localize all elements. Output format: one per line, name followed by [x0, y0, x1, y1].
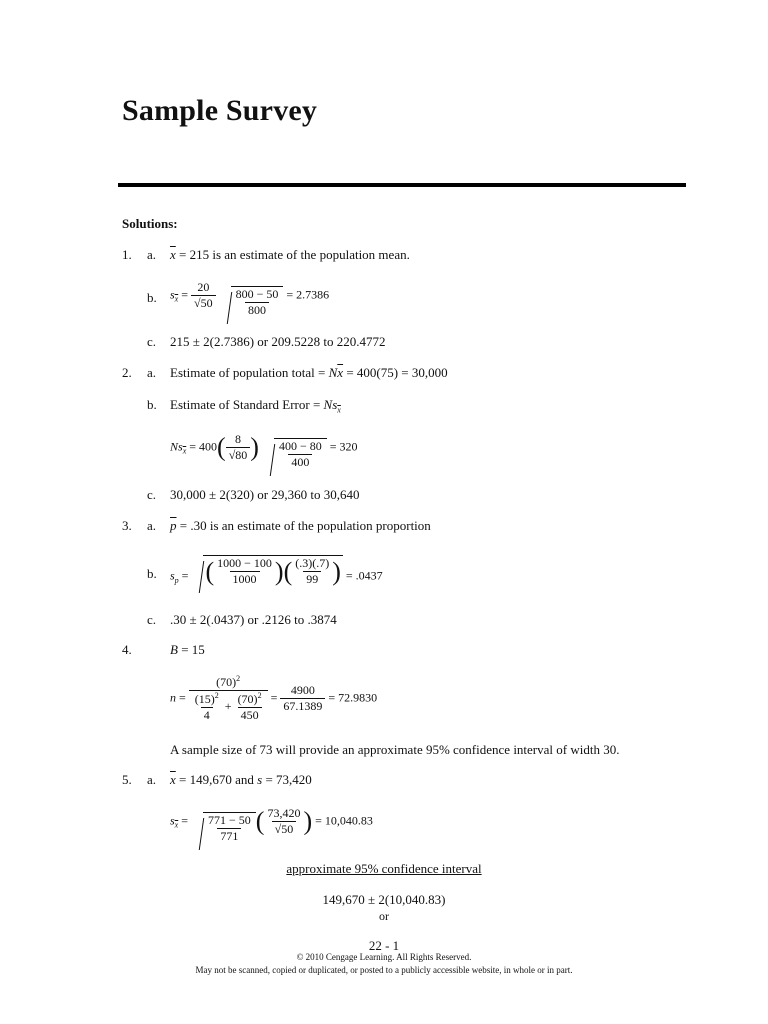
q5a-text: $\overline{x} = 149,670$ and s = 73,420 [170, 772, 312, 787]
page-title: Sample Survey [122, 94, 318, 127]
q3a-text: $\overline{p} = .30$ is an estimate of the population proportion [170, 518, 431, 533]
q2c-text: 30,000 ± 2(320) or 29,360 to 30,640 [170, 487, 360, 502]
q2a-text: Estimate of population total = $N\overline{x} = 400(75) = 30,000$ [170, 365, 448, 380]
q4-number: 4. [122, 642, 132, 657]
q4-bound: B = 15 [170, 642, 205, 657]
q3-number: 3. [122, 518, 132, 533]
q5-number: 5. [122, 772, 132, 787]
page-number: 22 - 1 [368, 938, 400, 953]
q1-number: 1. [122, 247, 132, 262]
q1a-letter: a. [147, 247, 157, 262]
copyright-notice: May not be scanned, copied or duplicated, or posted to a publicly accessible website, in whole or in part. [195, 965, 573, 975]
q2b-text: Estimate of Standard Error = $Ns_{\overline{x}}$ [170, 397, 341, 415]
q2a-letter: a. [147, 365, 157, 380]
q1c-text: 215 ± 2(2.7386) or 209.5228 to 220.4772 [170, 334, 386, 349]
q1b-letter: b. [147, 290, 157, 305]
q3b-formula: $s_p$ = ( $\frac{1000 - 100}{1000}$ ) ( $\frac{(.3)(.7)}{99}$ ) = .0437 [170, 556, 383, 586]
q2-number: 2. [122, 365, 132, 380]
q2c-letter: c. [147, 487, 157, 502]
q5-ci-value: 149,670 ± 2(10,040.83) [322, 892, 446, 907]
title-rule [118, 183, 686, 187]
copyright-line: © 2010 Cengage Learning. All Rights Reserved. [296, 952, 472, 962]
q5-se-formula: $s_{\overline{x}}$ = $\frac{771 - 50}{771}$ ( $\frac{73,420}{√50}$ ) = 10,040.83 [170, 806, 373, 844]
q5-ci-label: approximate 95% confidence interval [286, 861, 482, 876]
q4-note: A sample size of 73 will provide an approximate 95% confidence interval of width 30. [170, 742, 620, 757]
q3c-letter: c. [147, 612, 157, 627]
q5-or: or [379, 909, 389, 923]
q3c-text: .30 ± 2(.0437) or .2126 to .3874 [170, 612, 337, 627]
q1b-formula: $s_{\overline{x}}$ = $\frac{20}{√50}$ $\frac{800 - 50}{800}$ = 2.7386 [170, 280, 330, 318]
q2b-letter: b. [147, 397, 157, 412]
q4-formula: n = $(70)^2$ $\frac{(15)^2}{4}$ + $\frac{(70)^2}{450}$ = $\frac{4900}{67.1389}$ = 72.9830 [170, 674, 378, 722]
q3b-letter: b. [147, 566, 157, 581]
solutions-label: Solutions: [122, 216, 178, 231]
q2-se-formula: $Ns_{\overline{x}} = 400$( $\frac{8}{√80}$ ) $\frac{400 - 80}{400}$ = 320 [170, 432, 358, 470]
q5a-letter: a. [147, 772, 157, 787]
q1a-statement: $\overline{x} = 215$ is an estimate of the population mean. [170, 247, 410, 262]
q1c-letter: c. [147, 334, 157, 349]
q3a-letter: a. [147, 518, 157, 533]
